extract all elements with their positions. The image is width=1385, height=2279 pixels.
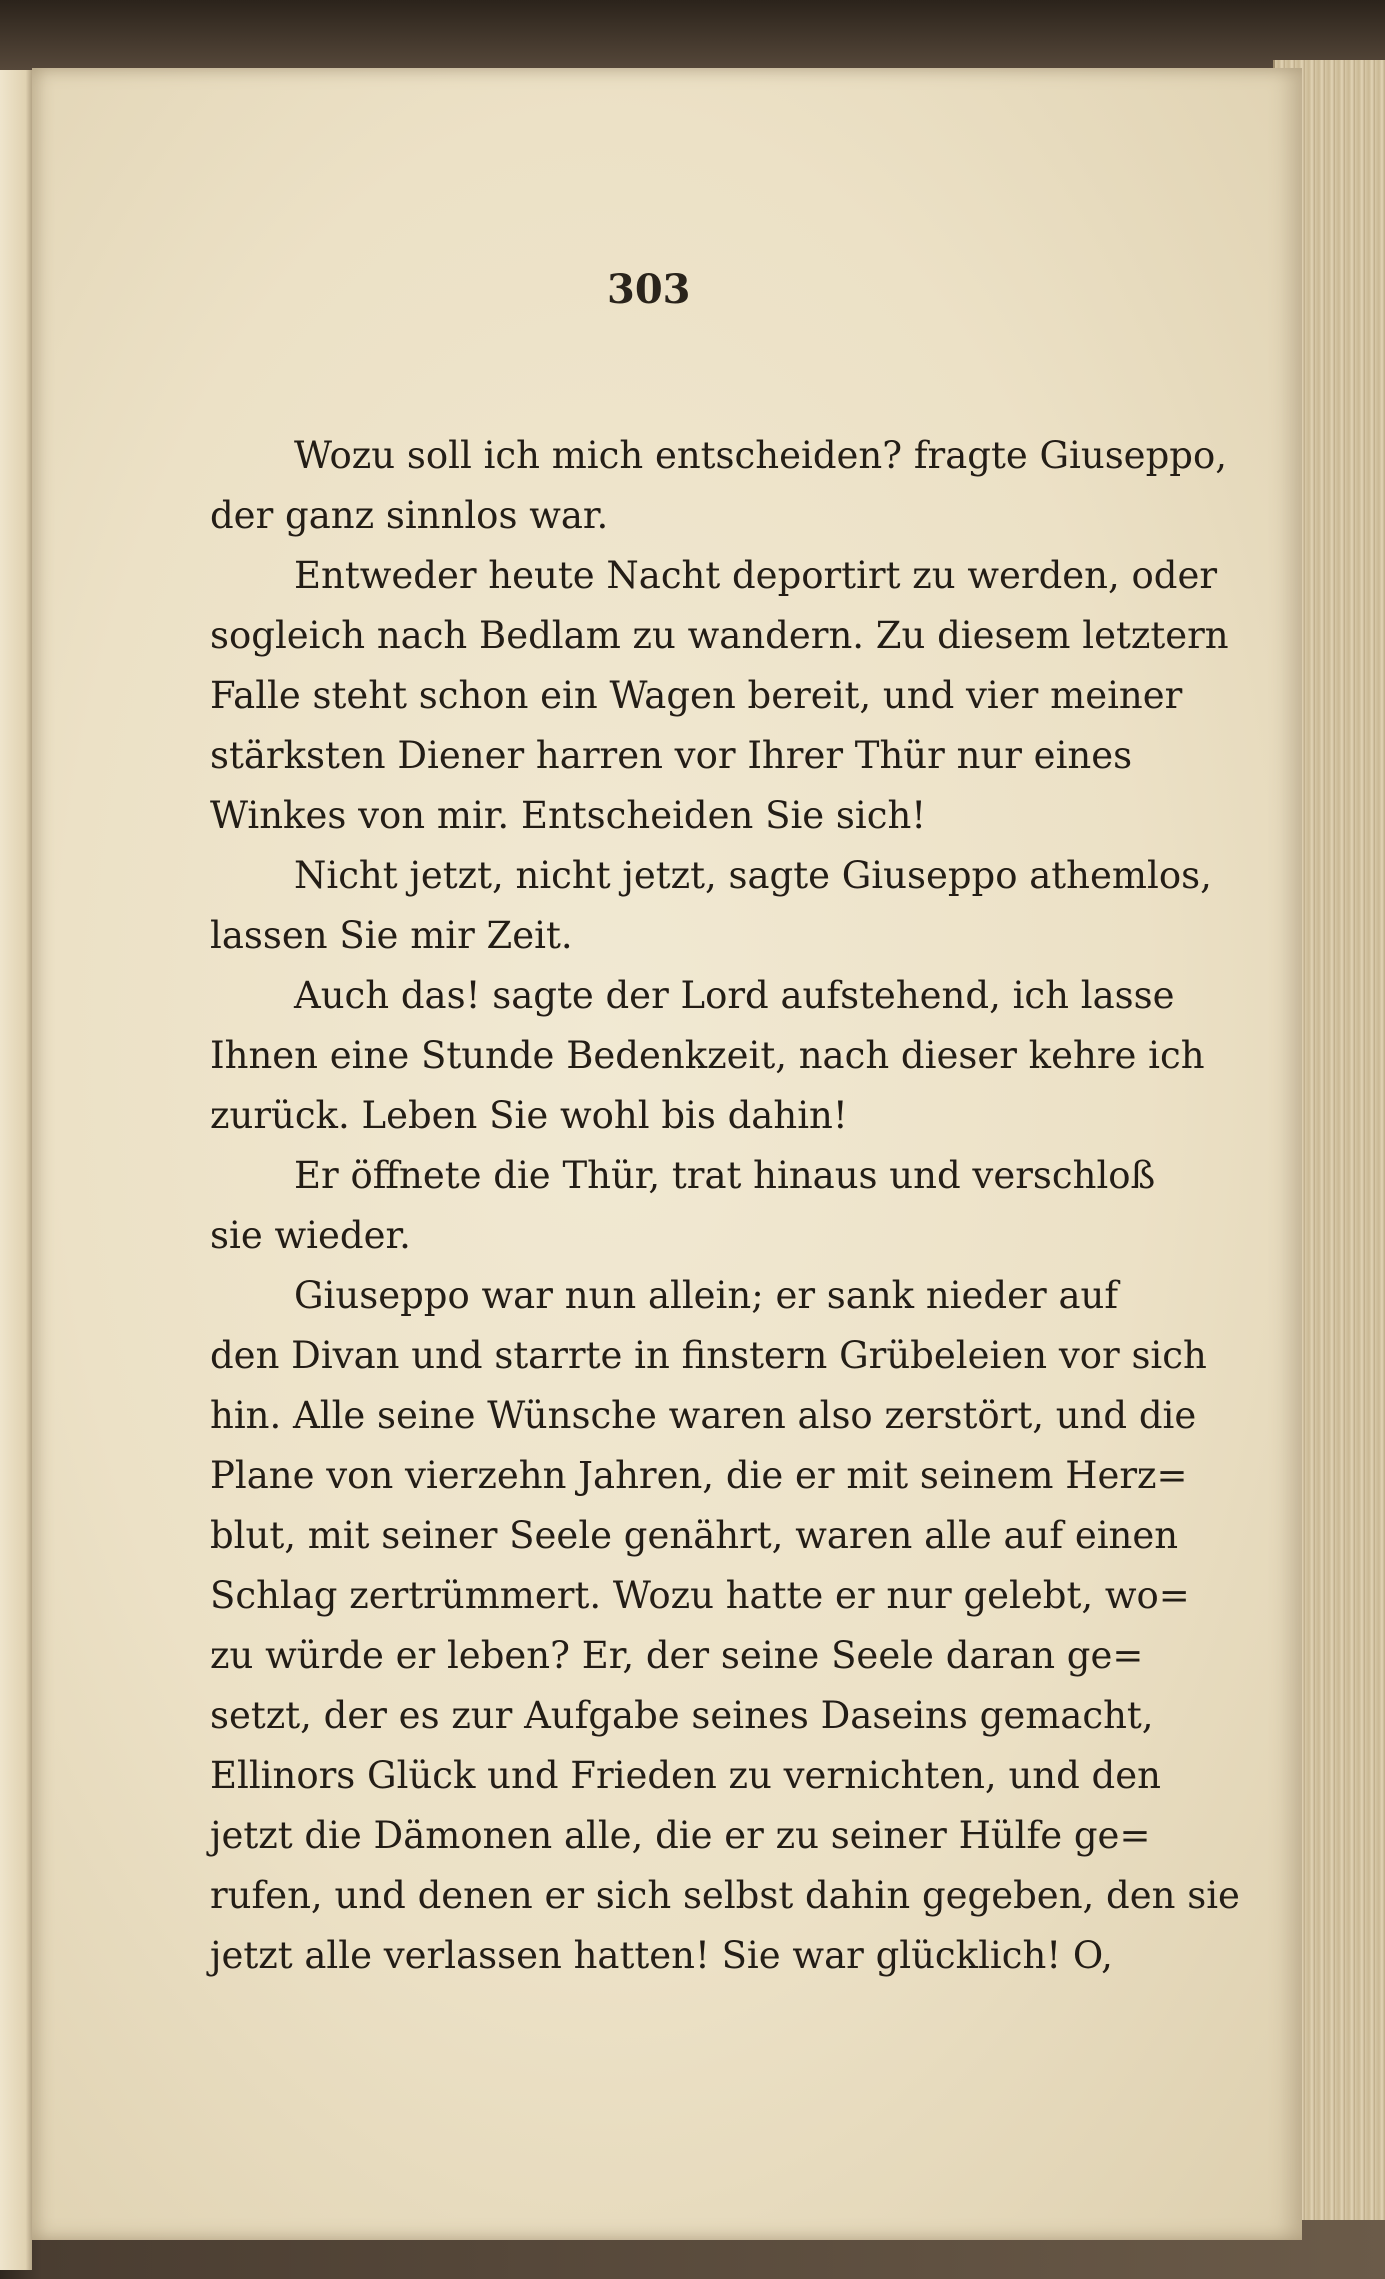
page-number: 303 <box>607 266 691 313</box>
text-line: Auch das! sagte der Lord aufstehend, ich lasse <box>294 974 1175 1017</box>
text-line: stärksten Diener harren vor Ihrer Thür nur eines <box>210 734 1133 777</box>
text-line: setzt, der es zur Aufgabe seines Daseins gemacht, <box>210 1694 1154 1737</box>
text-line: Schlag zertrümmert. Wozu hatte er nur gelebt, wo= <box>210 1574 1190 1617</box>
text-line: sie wieder. <box>210 1214 411 1257</box>
text-line: Wozu soll ich mich entscheiden? fragte Giuseppo, <box>294 434 1227 477</box>
text-line: sogleich nach Bedlam zu wandern. Zu diesem letztern <box>210 614 1229 657</box>
text-line: Winkes von mir. Entscheiden Sie sich! <box>210 794 927 837</box>
text-line: Plane von vierzehn Jahren, die er mit seinem Herz= <box>210 1454 1188 1497</box>
book-page <box>32 68 1302 2240</box>
text-line: Falle steht schon ein Wagen bereit, und vier meiner <box>210 674 1183 717</box>
text-line: Nicht jetzt, nicht jetzt, sagte Giuseppo athemlos, <box>294 854 1212 897</box>
text-line: zu würde er leben? Er, der seine Seele daran ge= <box>210 1634 1144 1677</box>
text-line: zurück. Leben Sie wohl bis dahin! <box>210 1094 848 1137</box>
text-line: jetzt die Dämonen alle, die er zu seiner Hülfe ge= <box>210 1814 1151 1857</box>
text-line: Entweder heute Nacht deportirt zu werden, oder <box>294 554 1218 597</box>
text-line: lassen Sie mir Zeit. <box>210 914 573 957</box>
text-line: hin. Alle seine Wünsche waren also zerstört, und die <box>210 1394 1197 1437</box>
text-line: der ganz sinnlos war. <box>210 494 609 537</box>
text-line: jetzt alle verlassen hatten! Sie war glücklich! O, <box>210 1934 1113 1977</box>
text-line: blut, mit seiner Seele genährt, waren alle auf einen <box>210 1514 1179 1557</box>
text-line: Ihnen eine Stunde Bedenkzeit, nach dieser kehre ich <box>210 1034 1205 1077</box>
body-text <box>210 426 1240 1986</box>
book-edge-top <box>0 0 1385 70</box>
text-line: den Divan und starrte in finstern Grübeleien vor sich <box>210 1334 1207 1377</box>
facing-page-edge <box>0 70 32 2270</box>
text-line: rufen, und denen er sich selbst dahin gegeben, den sie <box>210 1874 1240 1917</box>
text-line: Er öffnete die Thür, trat hinaus und verschloß <box>294 1154 1156 1197</box>
text-line: Ellinors Glück und Frieden zu vernichten, und den <box>210 1754 1161 1797</box>
text-line: Giuseppo war nun allein; er sank nieder auf <box>294 1274 1119 1317</box>
